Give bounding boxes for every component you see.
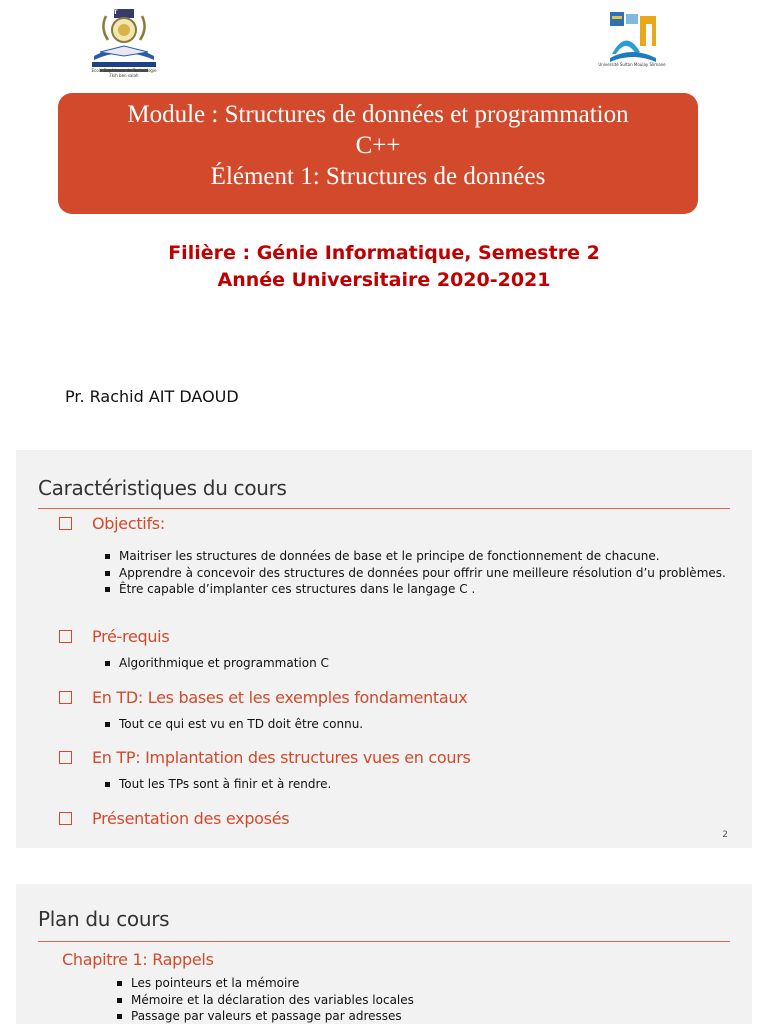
slide-title: Plan du cours: [38, 907, 170, 931]
checkbox-bullet-icon: [59, 517, 72, 530]
title-slide: [0, 0, 768, 435]
section-heading: En TD: Les bases et les exemples fondamentaux: [92, 688, 468, 707]
academic-year-line: Année Universitaire 2020-2021: [217, 269, 551, 291]
section-prerequis: [59, 627, 169, 646]
objectifs-list: [104, 548, 738, 598]
module-title-line-2: C++: [355, 132, 401, 159]
section-heading: En TP: Implantation des structures vues en cours: [92, 748, 471, 767]
list-item: Apprendre à concevoir des structures de données pour offrir une meilleure résolution d’u problèmes.: [104, 565, 738, 582]
prerequis-list: [104, 655, 738, 672]
course-plan-slide: [16, 884, 752, 1024]
chapter-1-list: [116, 975, 738, 1024]
list-item: Tout ce qui est vu en TD doit être connu.: [104, 716, 738, 733]
module-title-box: [58, 93, 698, 214]
list-item: Les pointeurs et la mémoire: [116, 975, 738, 992]
list-item: Tout les TPs sont à finir et à rendre.: [104, 776, 738, 793]
checkbox-bullet-icon: [59, 630, 72, 643]
page-number: 2: [722, 830, 728, 840]
filiere-block: [0, 240, 768, 294]
chapter-heading: Chapitre 1: Rappels: [62, 950, 214, 969]
list-item: Passage par valeurs et passage par adresses: [116, 1008, 738, 1024]
checkbox-bullet-icon: [59, 812, 72, 825]
td-list: [104, 716, 738, 733]
section-td: [59, 688, 467, 707]
list-item: Maitriser les structures de données de base et le principe de fonctionnement de chacune.: [104, 548, 738, 565]
est-caption-1: Ecole Supérieure de Technologie: [91, 68, 157, 73]
module-title-line-1: Module : Structures de données et programmation: [127, 101, 629, 128]
section-heading: Présentation des exposés: [92, 809, 290, 828]
module-title-line-3: Élément 1: Structures de données: [210, 163, 546, 190]
est-badge-text: EST: [105, 9, 118, 16]
section-heading: Pré-requis: [92, 627, 170, 646]
section-tp: [59, 748, 471, 767]
est-caption-2: Fkih ben salah: [109, 73, 139, 78]
list-item: Algorithmique et programmation C: [104, 655, 738, 672]
section-objectifs: [59, 514, 165, 533]
section-heading: Objectifs:: [92, 514, 165, 533]
checkbox-bullet-icon: [59, 691, 72, 704]
section-exposes: [59, 809, 289, 828]
list-item: Mémoire et la déclaration des variables locales: [116, 992, 738, 1009]
filiere-line: Filière : Génie Informatique, Semestre 2: [168, 242, 600, 264]
checkbox-bullet-icon: [59, 751, 72, 764]
usms-logo-icon: [596, 8, 668, 78]
title-divider: [38, 508, 730, 509]
tp-list: [104, 776, 738, 793]
slide-title: Caractéristiques du cours: [38, 476, 287, 500]
usms-caption: Université Sultan Moulay Slimane: [598, 62, 666, 67]
title-divider: [38, 941, 730, 942]
professor-name: Pr. Rachid AIT DAOUD: [65, 387, 239, 406]
list-item: Être capable d’implanter ces structures dans le langage C .: [104, 581, 738, 598]
course-characteristics-slide: [16, 450, 752, 848]
